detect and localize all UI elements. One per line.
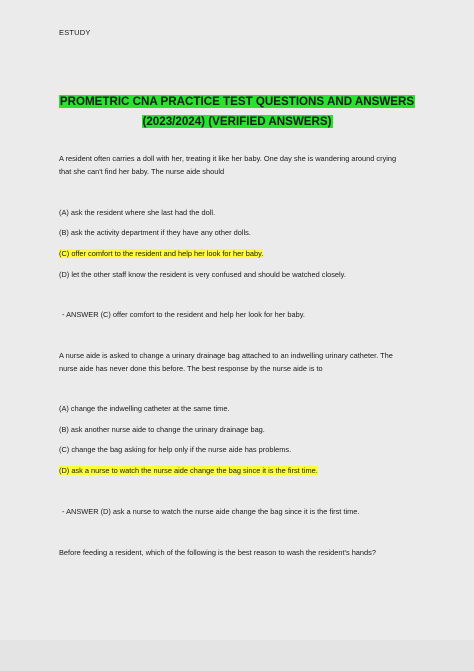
question-1-option-b: (B) ask the activity department if they have any other dolls. xyxy=(59,228,251,237)
question-1-text-line-2: that she can't find her baby. The nurse aide should xyxy=(59,167,225,176)
document-title xyxy=(30,92,444,132)
question-1-answer: - ANSWER (C) offer comfort to the resident and help her look for her baby. xyxy=(62,310,305,319)
question-2-text-line-1: A nurse aide is asked to change a urinary drainage bag attached to an indwelling urinary catheter. The xyxy=(59,351,393,360)
question-2-option-d xyxy=(59,465,318,476)
title-line-1: PROMETRIC CNA PRACTICE TEST QUESTIONS AND ANSWERS xyxy=(59,95,415,108)
question-1-option-c xyxy=(59,248,263,259)
question-2-text-line-2: nurse aide has never done this before. The best response by the nurse aide is to xyxy=(59,364,323,373)
question-1-correct-option-highlight: (C) offer comfort to the resident and help her look for her baby. xyxy=(59,249,264,258)
question-1-text-line-1: A resident often carries a doll with her, treating it like her baby. One day she is wandering around crying xyxy=(59,154,397,163)
question-1-option-a: (A) ask the resident where she last had the doll. xyxy=(59,208,216,217)
page-bottom-edge xyxy=(0,640,474,671)
title-line-2: (2023/2024) (VERIFIED ANSWERS) xyxy=(142,115,332,128)
question-2-option-c: (C) change the bag asking for help only if the nurse aide has problems. xyxy=(59,445,292,454)
question-1-option-d: (D) let the other staff know the resident is very confused and should be watched closely. xyxy=(59,270,346,279)
question-2-option-b: (B) ask another nurse aide to change the urinary drainage bag. xyxy=(59,425,265,434)
document-header: ESTUDY xyxy=(59,28,91,37)
question-2-option-a: (A) change the indwelling catheter at the same time. xyxy=(59,404,230,413)
question-2-correct-option-highlight: (D) ask a nurse to watch the nurse aide change the bag since it is the first time. xyxy=(59,466,318,475)
question-2-answer: - ANSWER (D) ask a nurse to watch the nurse aide change the bag since it is the first time. xyxy=(62,507,360,516)
question-3-text-line-1: Before feeding a resident, which of the following is the best reason to wash the resident's hands? xyxy=(59,548,376,557)
